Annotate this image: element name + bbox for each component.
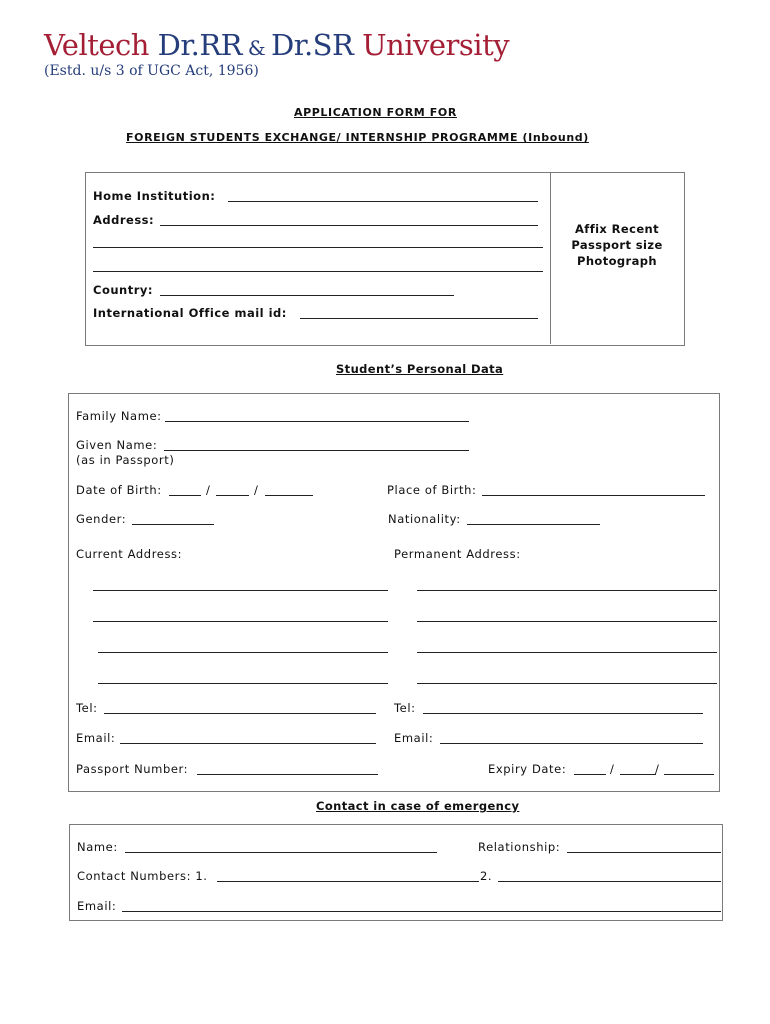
current-tel-field[interactable] bbox=[104, 713, 376, 714]
passport-note: (as in Passport) bbox=[76, 453, 175, 467]
emergency-heading: Contact in case of emergency bbox=[316, 799, 520, 813]
nationality-label: Nationality: bbox=[388, 512, 461, 526]
expiry-separator-1: / bbox=[610, 762, 615, 776]
form-title-line1: APPLICATION FORM FOR bbox=[294, 106, 457, 119]
relationship-label: Relationship: bbox=[478, 840, 561, 854]
family-name-field[interactable] bbox=[165, 421, 469, 422]
emergency-email-label: Email: bbox=[77, 899, 117, 913]
gender-label: Gender: bbox=[76, 512, 127, 526]
current-tel-label: Tel: bbox=[76, 701, 98, 715]
intl-office-field[interactable] bbox=[300, 318, 538, 319]
dob-year-field[interactable] bbox=[265, 495, 313, 496]
relationship-field[interactable] bbox=[567, 852, 721, 853]
passport-number-field[interactable] bbox=[197, 774, 378, 775]
passport-number-label: Passport Number: bbox=[76, 762, 189, 776]
university-name-part2: Dr.RR bbox=[157, 28, 242, 62]
photo-text-line2: Passport size bbox=[571, 238, 663, 252]
permanent-address-line-1[interactable] bbox=[417, 590, 717, 591]
permanent-address-line-4[interactable] bbox=[417, 683, 717, 684]
expiry-month-field[interactable] bbox=[620, 774, 656, 775]
current-address-label: Current Address: bbox=[76, 547, 183, 561]
current-address-line-2[interactable] bbox=[93, 621, 388, 622]
form-title-line2: FOREIGN STUDENTS EXCHANGE/ INTERNSHIP PROGRAMME (Inbound) bbox=[126, 131, 589, 144]
current-address-line-3[interactable] bbox=[98, 652, 388, 653]
address-field-1[interactable] bbox=[160, 225, 538, 226]
intl-office-label: International Office mail id: bbox=[93, 306, 287, 320]
country-field[interactable] bbox=[160, 295, 454, 296]
photo-text-line3: Photograph bbox=[577, 254, 657, 268]
university-subtitle: (Estd. u/s 3 of UGC Act, 1956) bbox=[44, 63, 259, 79]
university-name-part1: Veltech bbox=[44, 28, 158, 62]
place-of-birth-label: Place of Birth: bbox=[387, 483, 477, 497]
family-name-label: Family Name: bbox=[76, 409, 162, 423]
permanent-address-label: Permanent Address: bbox=[394, 547, 521, 561]
university-name-part4: University bbox=[353, 28, 510, 62]
place-of-birth-field[interactable] bbox=[482, 495, 705, 496]
current-address-line-4[interactable] bbox=[98, 683, 388, 684]
permanent-tel-label: Tel: bbox=[394, 701, 416, 715]
nationality-field[interactable] bbox=[467, 524, 600, 525]
contact-numbers-label: Contact Numbers: 1. bbox=[77, 869, 208, 883]
university-name-part3: Dr.SR bbox=[271, 28, 354, 62]
dob-month-field[interactable] bbox=[216, 495, 249, 496]
photo-placeholder bbox=[551, 221, 683, 269]
gender-field[interactable] bbox=[132, 524, 214, 525]
emergency-email-field[interactable] bbox=[122, 911, 721, 912]
dob-label: Date of Birth: bbox=[76, 483, 162, 497]
expiry-day-field[interactable] bbox=[574, 774, 606, 775]
permanent-address-line-3[interactable] bbox=[417, 652, 717, 653]
dob-day-field[interactable] bbox=[169, 495, 201, 496]
permanent-address-line-2[interactable] bbox=[417, 621, 717, 622]
emergency-name-field[interactable] bbox=[125, 852, 437, 853]
given-name-field[interactable] bbox=[164, 450, 469, 451]
permanent-email-field[interactable] bbox=[440, 743, 703, 744]
permanent-tel-field[interactable] bbox=[423, 713, 703, 714]
expiry-separator-2: / bbox=[655, 762, 660, 776]
expiry-year-field[interactable] bbox=[664, 774, 714, 775]
address-field-2[interactable] bbox=[93, 247, 543, 248]
university-name-ampersand: & bbox=[242, 36, 272, 60]
address-field-3[interactable] bbox=[93, 271, 543, 272]
contact-number-1-field[interactable] bbox=[217, 881, 479, 882]
home-institution-field[interactable] bbox=[228, 201, 538, 202]
emergency-name-label: Name: bbox=[77, 840, 118, 854]
address-label: Address: bbox=[93, 213, 155, 227]
current-address-line-1[interactable] bbox=[93, 590, 388, 591]
contact-number-2-field[interactable] bbox=[498, 881, 721, 882]
dob-separator-1: / bbox=[206, 483, 211, 497]
home-institution-label: Home Institution: bbox=[93, 189, 216, 203]
current-email-field[interactable] bbox=[120, 743, 376, 744]
expiry-date-label: Expiry Date: bbox=[488, 762, 567, 776]
contact-number-2-label: 2. bbox=[480, 869, 493, 883]
university-name bbox=[44, 28, 509, 62]
given-name-label: Given Name: bbox=[76, 438, 158, 452]
country-label: Country: bbox=[93, 283, 153, 297]
personal-data-heading: Student’s Personal Data bbox=[336, 362, 504, 376]
dob-separator-2: / bbox=[254, 483, 259, 497]
photo-text-line1: Affix Recent bbox=[574, 222, 660, 236]
current-email-label: Email: bbox=[76, 731, 116, 745]
permanent-email-label: Email: bbox=[394, 731, 434, 745]
